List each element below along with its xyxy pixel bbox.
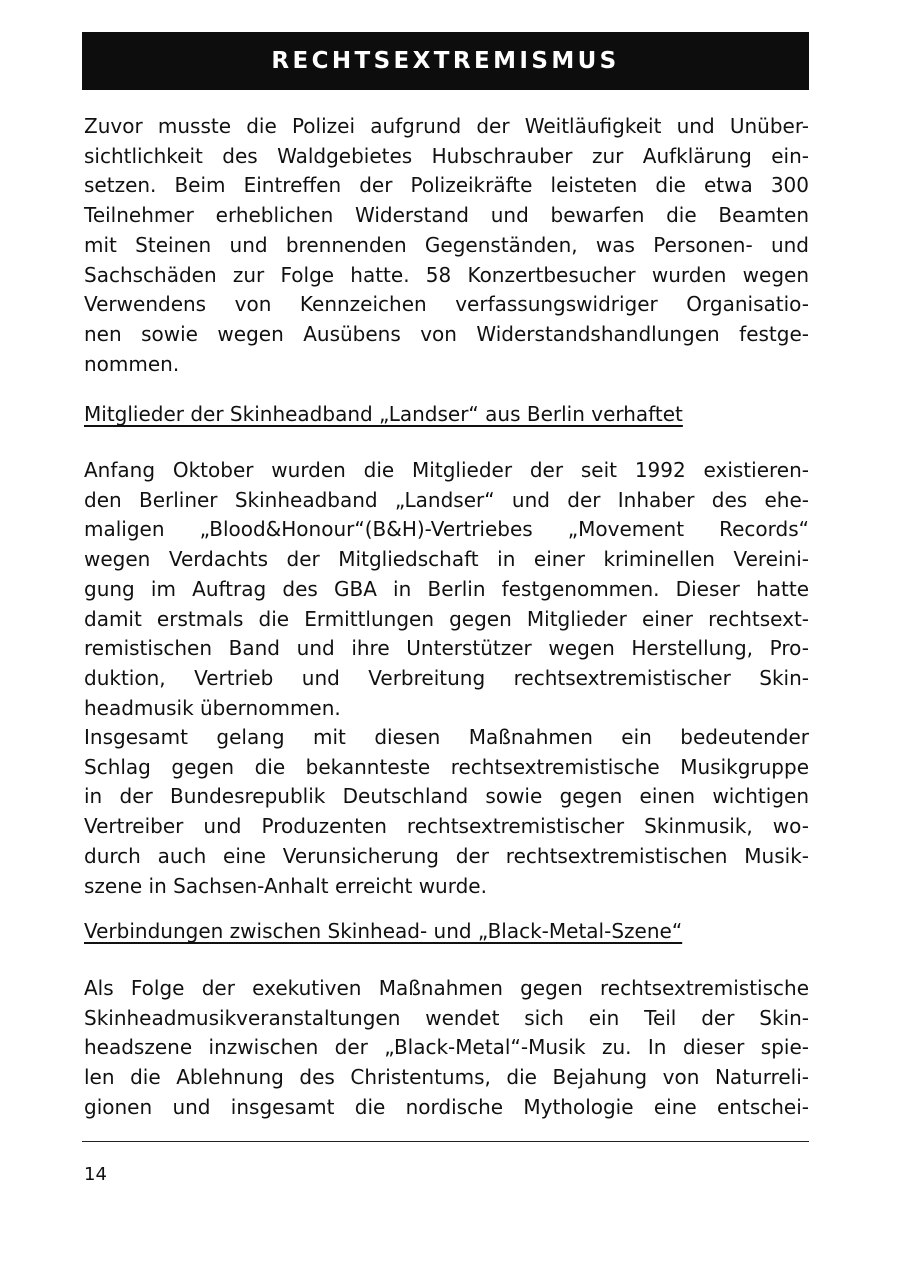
text-line: Als Folge der exekutiven Maßnahmen gegen rechtsextremistische [84, 976, 809, 1000]
text-line: wegen Verdachts der Mitgliedschaft in einer kriminellen Vereini- [84, 547, 809, 572]
text-line: headmusik übernommen. [84, 695, 341, 720]
text-line: duktion, Vertrieb und Verbreitung rechtsextremistischer Skin- [84, 665, 809, 690]
text-line: den Berliner Skinheadband „Landser“ und der Inhaber des ehe- [84, 487, 809, 512]
text-line: Teilnehmer erheblichen Widerstand und bewarfen die Beamten [84, 203, 809, 228]
text-line: headszene inzwischen der „Black-Metal“-Musik zu. In dieser spie- [84, 1035, 809, 1060]
section-title: RECHTSEXTREMISMUS [271, 48, 620, 74]
text-line: szene in Sachsen-Anhalt erreicht wurde. [84, 873, 487, 898]
footer-rule [82, 1141, 809, 1142]
text-line: Sachschäden zur Folge hatte. 58 Konzertbesucher wurden wegen [84, 262, 809, 287]
page-number: 14 [84, 1164, 107, 1185]
section-heading-landser: Mitglieder der Skinheadband „Landser“ aus Berlin verhaftet [84, 402, 683, 426]
section-heading-black-metal: Verbindungen zwischen Skinhead- und „Black-Metal-Szene“ [84, 919, 683, 943]
text-line: len die Ablehnung des Christentums, die Bejahung von Naturreli- [84, 1065, 809, 1090]
text-line: Skinheadmusikveranstaltungen wendet sich ein Teil der Skin- [84, 1005, 809, 1030]
text-line: Zuvor musste die Polizei aufgrund der Weitläufigkeit und Unüber- [84, 114, 809, 138]
text-line: Insgesamt gelang mit diesen Maßnahmen ein bedeutender [84, 725, 809, 749]
paragraph-black-metal-scene [84, 974, 809, 1123]
text-line: gung im Auftrag des GBA in Berlin festgenommen. Dieser hatte [84, 576, 809, 601]
text-line: Anfang Oktober wurden die Mitglieder der seit 1992 existieren- [84, 458, 809, 482]
text-line: damit erstmals die Ermittlungen gegen Mitglieder einer rechtsext- [84, 606, 809, 631]
text-line: nen sowie wegen Ausübens von Widerstandshandlungen festge- [84, 321, 809, 346]
paragraph-landser-arrest [84, 456, 809, 723]
text-line: mit Steinen und brennenden Gegenständen, was Personen- und [84, 232, 809, 257]
text-line: durch auch eine Verunsicherung der rechtsextremistischen Musik- [84, 843, 809, 868]
text-line: setzen. Beim Eintreffen der Polizeikräfte leisteten die etwa 300 [84, 173, 809, 198]
paragraph-police-operation [84, 112, 809, 379]
text-line: Verwendens von Kennzeichen verfassungswidriger Organisatio- [84, 292, 809, 317]
text-line: remistischen Band und ihre Unterstützer wegen Herstellung, Pro- [84, 636, 809, 661]
text-line: Schlag gegen die bekannteste rechtsextremistische Musikgruppe [84, 754, 809, 779]
text-line: gionen und insgesamt die nordische Mythologie eine entschei- [84, 1094, 809, 1119]
text-line: sichtlichkeit des Waldgebietes Hubschrauber zur Aufklärung ein- [84, 143, 809, 168]
section-header-bar [82, 32, 809, 90]
paragraph-impact [84, 723, 809, 901]
text-line: maligen „Blood&Honour“(B&H)-Vertriebes „Movement Records“ [84, 517, 809, 542]
text-line: Vertreiber und Produzenten rechtsextremistischer Skinmusik, wo- [84, 814, 809, 839]
text-line: in der Bundesrepublik Deutschland sowie gegen einen wichtigen [84, 784, 809, 809]
text-line: nommen. [84, 351, 180, 376]
